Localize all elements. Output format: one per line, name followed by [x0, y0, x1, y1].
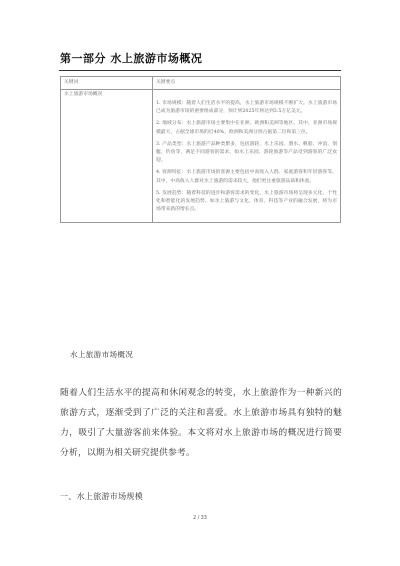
page-number: 2 / 33 — [193, 516, 207, 521]
list-item: 3. 产品类型：水上旅游产品种类繁多，包括游轮、水上乐园、潜水、帆船、冲浪、划艇、钓鱼等，满足不同游客的需求，如水上乐园、游轮旅游等产品受到游客的广泛欢迎。 — [156, 141, 337, 164]
list-item: 1. 市场规模：随着人们生活水平的提高，水上旅游市场规模不断扩大。水上旅游市场已成为旅游市场的重要组成部分，预计到2025年将达到3.5万亿美元。 — [156, 101, 337, 115]
title-divider — [59, 70, 341, 71]
table-header-keyword: 关键词 — [61, 77, 153, 90]
list-item: 5. 发展趋势：随着科技的进步和游客需求的变化，水上旅游市场将呈现多元化、个性化和智能化的发展趋势。如水上旅游与文化、体育、科技等产业的融合发展，将为市场带来新的增长点。 — [156, 190, 337, 213]
section-heading: 一、水上旅游市场规模 — [60, 492, 143, 501]
list-item: 4. 客源特征：水上旅游市场的客源主要包括中高收入人群、家庭游客和年轻游客等。其中，中高收入人群对水上旅游的需求较大，他们更注重旅游品质和体验。 — [156, 170, 337, 184]
table-header-row — [61, 77, 341, 90]
subheading: 水上旅游市场概况 — [70, 350, 134, 359]
keyword-table — [60, 76, 341, 223]
table-header-points: 关键要点 — [153, 77, 341, 90]
body-paragraph: 随着人们生活水平的提高和休闲观念的转变，水上旅游作为一种新兴的旅游方式，逐渐受到了广泛的关注和喜爱。水上旅游市场具有独特的魅力，吸引了大量游客前来体验。本文将对水上旅游市场的概况进行简要分析，以期为相关研究提供参考。 — [60, 388, 342, 458]
part-title: 第一部分 水上旅游市场概况 — [60, 52, 203, 65]
table-row-points — [153, 90, 341, 223]
table-row — [61, 90, 341, 223]
table-row-topic: 水上旅游市场概况 — [61, 90, 153, 223]
list-item: 2. 地域分布：水上旅游市场主要集中在亚洲、欧洲和美洲等地区。其中，亚洲市场规模最大，占据全球市场的近40%，欧洲和美洲分别占据第二位和第三位。 — [156, 121, 337, 135]
